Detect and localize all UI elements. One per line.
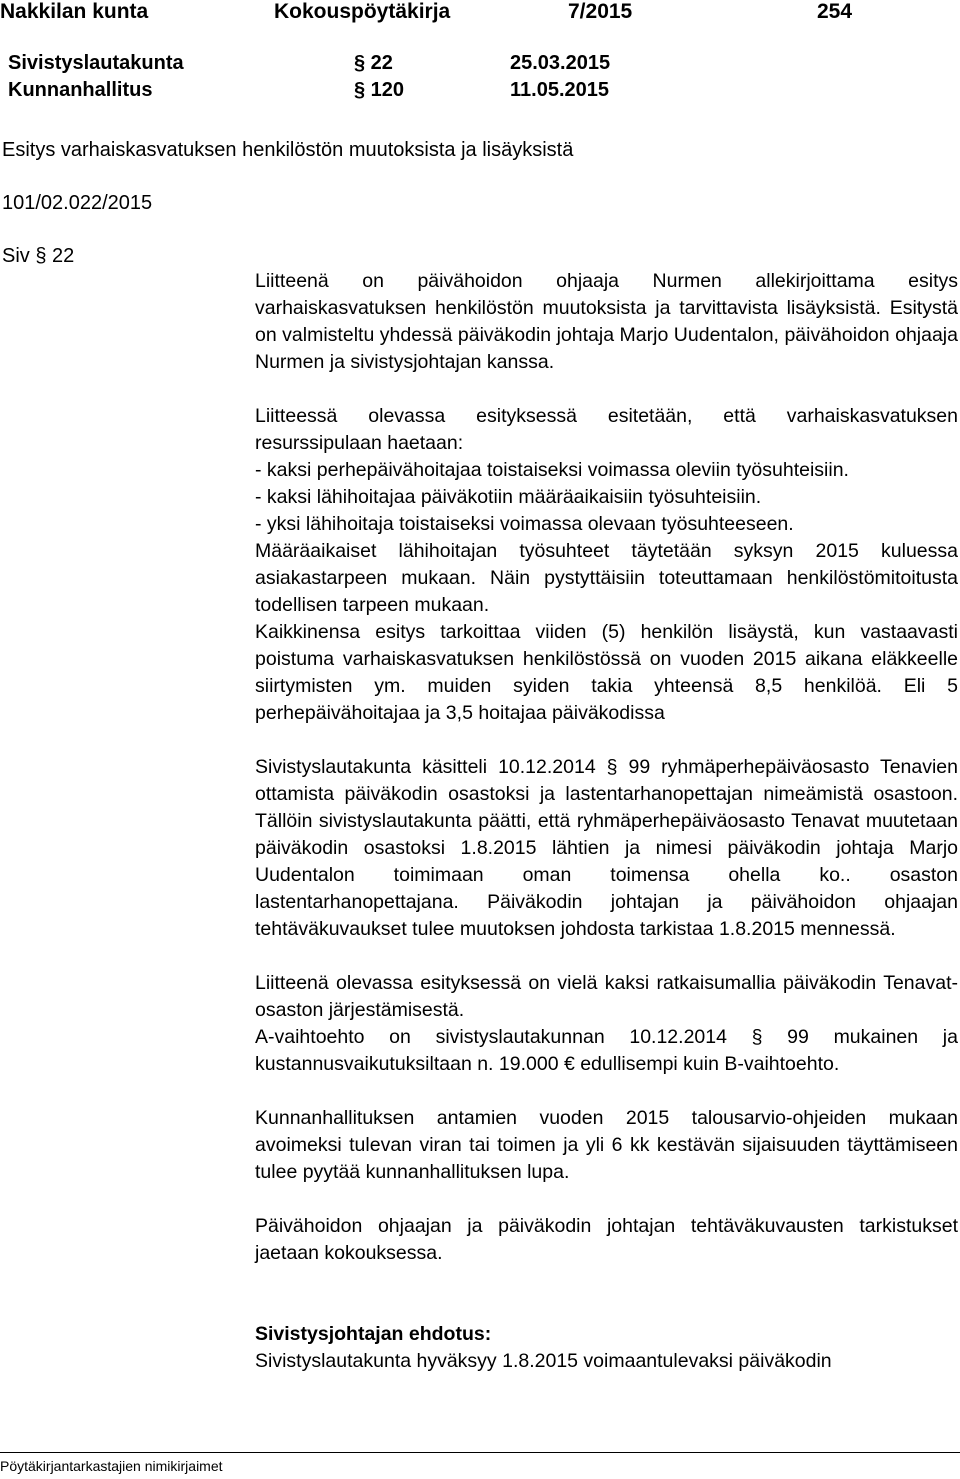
paragraph-option-a: A-vaihtoehto on sivistyslautakunnan 10.12.2014 § 99 mukainen ja kustannusvaikutuksiltaan n. 19.000 € edullisempi kuin B-vaihtoehto. xyxy=(255,1026,958,1075)
paragraph-fixed-term: Määräaikaiset lähihoitajan työsuhteet täytetään syksyn 2015 kuluessa asiakastarpeen mukaan. Näin pystyttäisiin toteuttamaan henkilöstömitoitusta todellisen tarpeen mukaan. xyxy=(255,540,958,616)
paragraph-alternatives: Liitteenä olevassa esityksessä on vielä kaksi ratkaisumallia päiväkodin Tenavat-osaston järjestämisestä. xyxy=(255,972,958,1021)
footer-divider xyxy=(0,1452,960,1453)
issue-number: 7/2015 xyxy=(568,0,633,23)
list-item: - yksi lähihoitaja toistaiseksi voimassa olevaan työsuhteeseen. xyxy=(255,513,794,535)
list-item: - kaksi perhepäivähoitajaa toistaiseksi voimassa oleviin työsuhteisiin. xyxy=(255,459,849,481)
body-text xyxy=(255,268,958,1375)
meeting-body-1: Sivistyslautakunta xyxy=(8,52,184,74)
meeting-date-2: 11.05.2015 xyxy=(510,79,609,101)
list-item: - kaksi lähihoitajaa päiväkotiin määräaikaisiin työsuhteisiin. xyxy=(255,486,762,508)
meeting-date-1: 25.03.2015 xyxy=(510,52,611,74)
section-label: Siv § 22 xyxy=(2,245,75,267)
municipality-name: Nakkilan kunta xyxy=(0,0,149,23)
paragraph-job-descriptions: Päivähoidon ohjaajan ja päiväkodin johtajan tehtäväkuvausten tarkistukset jaetaan kokouksessa. xyxy=(255,1215,958,1264)
paragraph-previous-decision: Sivistyslautakunta käsitteli 10.12.2014 § 99 ryhmäperhepäiväosasto Tenavien ottamista päiväkodin osastoksi ja lastentarhanopettajan nimeämistä osastoon. Tällöin sivistyslautakunta päätti, että ryhmäperhepäiväosasto Tenavat muutetaan päiväkodin osastoksi 1.8.2015 lähtien ja nimesi päiväkodin johtaja Marjo Uudentalon toimimaan oman toimensa ohella ko.. osaston lastentarhanopettajana. Päiväkodin johtajan ja päivähoidon ohjaajan tehtäväkuvaukset tulee muutoksen johdosta tarkistaa 1.8.2015 mennessä. xyxy=(255,756,958,940)
page-number: 254 xyxy=(817,0,853,23)
paragraph-proposal-intro: Liitteessä olevassa esityksessä esitetään, että varhaiskasvatuksen resurssipulaan haetaan: xyxy=(255,405,958,454)
document-type: Kokouspöytäkirja xyxy=(274,0,451,23)
subject-title: Esitys varhaiskasvatuksen henkilöstön muutoksista ja lisäyksistä xyxy=(2,139,574,161)
footer-initials-label: Pöytäkirjantarkastajien nimikirjaimet xyxy=(0,1458,223,1474)
record-number: 101/02.022/2015 xyxy=(2,192,153,214)
proposal-heading: Sivistysjohtajan ehdotus: xyxy=(255,1323,492,1345)
meeting-body-2: Kunnanhallitus xyxy=(8,79,153,101)
paragraph-budget-instructions: Kunnanhallituksen antamien vuoden 2015 talousarvio-ohjeiden mukaan avoimeksi tulevan viran tai toimen ja yli 6 kk kestävän sijaisuuden täyttämiseen tulee pyytää kunnanhallituksen lupa. xyxy=(255,1107,958,1183)
meeting-section-1: § 22 xyxy=(354,52,393,74)
proposal-text: Sivistyslautakunta hyväksyy 1.8.2015 voimaantulevaksi päiväkodin xyxy=(255,1350,832,1372)
paragraph-attachment: Liitteenä on päivähoidon ohjaaja Nurmen allekirjoittama esitys varhaiskasvatuksen henkilöstön muutoksista ja tarvittavista lisäyksistä. Esitystä on valmisteltu yhdessä päiväkodin johtaja Marjo Uudentalon, päivähoidon ohjaaja Nurmen ja sivistysjohtajan kanssa. xyxy=(255,270,958,373)
paragraph-total: Kaikkinensa esitys tarkoittaa viiden (5) henkilön lisäystä, kun vastaavasti poistuma varhaiskasvatuksen henkilöstössä on vuoden 2015 aikana eläkkeelle siirtymisten ym. muiden syiden takia yhteensä 8,5 henkilöä. Eli 5 perhepäivähoitajaa ja 3,5 hoitajaa päiväkodissa xyxy=(255,621,958,724)
meeting-section-2: § 120 xyxy=(354,79,405,101)
